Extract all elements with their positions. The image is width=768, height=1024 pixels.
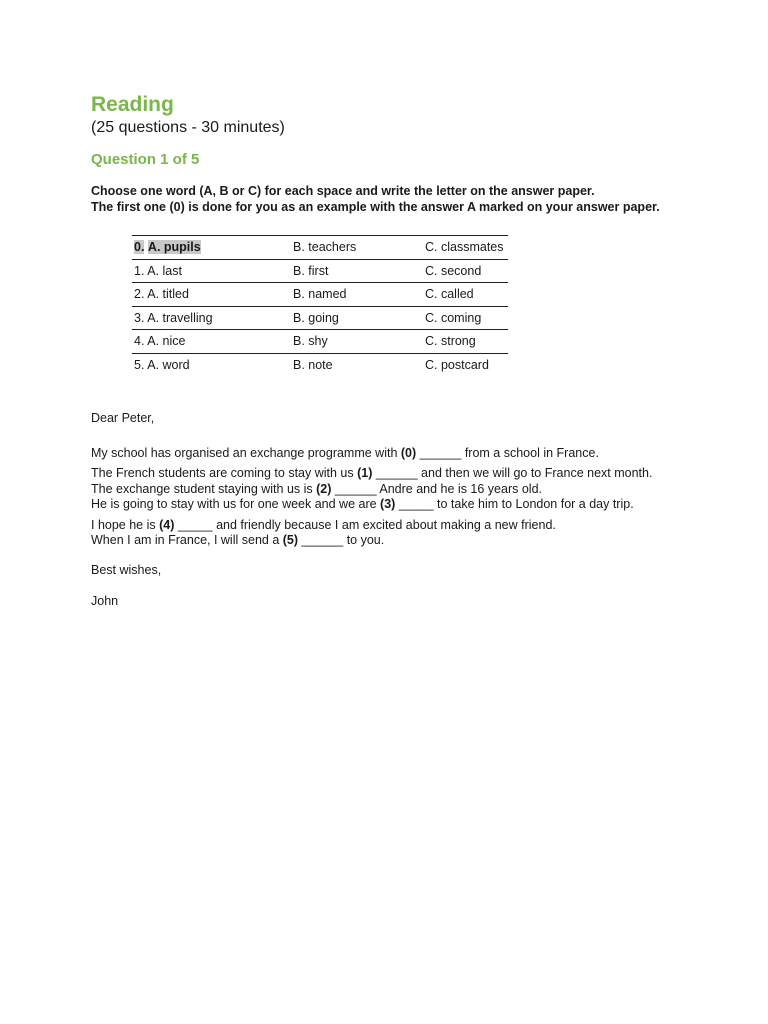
- option-a: A. titled: [147, 287, 189, 302]
- letter-text-segment: The exchange student staying with us is: [91, 481, 317, 496]
- options-row: [132, 259, 508, 283]
- letter-text: [91, 411, 731, 610]
- option-a-cell: [132, 259, 291, 283]
- gap-number: (2): [316, 481, 332, 496]
- option-a: A. nice: [147, 334, 186, 349]
- instructions-line-1: Choose one word (A, B or C) for each space and write the letter on the answer paper.: [91, 184, 595, 198]
- instructions-line-2: The first one (0) is done for you as an example with the answer A marked on your answer paper.: [91, 200, 660, 214]
- letter-text-segment: When I am in France, I will send a: [91, 533, 283, 547]
- option-a: A. travelling: [147, 310, 213, 325]
- letter-text-segment: ______ Andre and he is 16 years old.: [331, 481, 542, 496]
- option-c: C. classmates: [423, 236, 508, 260]
- option-b: B. note: [291, 353, 423, 376]
- letter-line: [91, 518, 731, 534]
- letter-line: [91, 446, 731, 462]
- letter-text-segment: He is going to stay with us for one week and we are: [91, 497, 381, 511]
- option-a-cell: [132, 306, 291, 330]
- options-row: [132, 330, 508, 354]
- option-a-cell: [132, 353, 291, 376]
- option-c: C. second: [423, 259, 508, 283]
- letter-text-segment: The French students are coming to stay with us: [91, 466, 358, 480]
- option-b: B. shy: [291, 330, 423, 354]
- option-a-cell: [132, 283, 291, 307]
- document-page: [91, 92, 731, 610]
- options-row: [132, 283, 508, 307]
- gap-number: (5): [282, 533, 299, 547]
- letter-text-segment: _____ to take him to London for a day trip.: [395, 497, 634, 511]
- letter-text-segment: My school has organised an exchange programme with: [91, 445, 401, 460]
- letter-line: [91, 466, 731, 482]
- page-subtitle: (25 questions - 30 minutes): [91, 119, 285, 136]
- options-row: [132, 236, 508, 260]
- letter-text-segment: I hope he is: [91, 517, 160, 532]
- example-answer: A. pupils: [147, 240, 201, 255]
- option-a-cell: [132, 236, 291, 260]
- gap-number: (3): [380, 497, 396, 511]
- options-row: [132, 353, 508, 376]
- letter-line: [91, 497, 731, 513]
- option-number: 4.: [134, 334, 145, 349]
- letter-greeting: Dear Peter,: [91, 411, 155, 425]
- option-c: C. called: [423, 283, 508, 307]
- letter-line: [91, 533, 731, 549]
- letter-closing: Best wishes,: [91, 562, 162, 577]
- option-c: C. postcard: [423, 353, 508, 376]
- question-heading: Question 1 of 5: [91, 151, 200, 168]
- letter-text-segment: ______ from a school in France.: [416, 445, 599, 460]
- instructions: [91, 183, 731, 215]
- option-c: C. strong: [423, 330, 508, 354]
- options-table: [132, 235, 508, 376]
- letter-signature: John: [91, 594, 119, 608]
- page-title: Reading: [91, 93, 174, 116]
- option-number: 5.: [134, 357, 145, 372]
- option-number: 2.: [134, 287, 145, 302]
- option-b: B. named: [291, 283, 423, 307]
- option-b: B. teachers: [291, 236, 423, 260]
- example-number: 0.: [134, 240, 145, 255]
- options-row: [132, 306, 508, 330]
- option-number: 1.: [134, 263, 145, 278]
- letter-line: [91, 482, 731, 498]
- option-a-cell: [132, 330, 291, 354]
- letter-text-segment: _____ and friendly because I am excited about making a new friend.: [174, 517, 556, 532]
- option-c: C. coming: [423, 306, 508, 330]
- option-b: B. going: [291, 306, 423, 330]
- option-b: B. first: [291, 259, 423, 283]
- gap-number: (0): [400, 445, 417, 460]
- gap-number: (4): [159, 517, 175, 532]
- option-number: 3.: [134, 310, 145, 325]
- letter-text-segment: ______ and then we will go to France next month.: [372, 466, 653, 480]
- letter-text-segment: ______ to you.: [298, 533, 385, 547]
- option-a: A. word: [147, 357, 190, 372]
- option-a: A. last: [147, 263, 182, 278]
- gap-number: (1): [357, 466, 373, 480]
